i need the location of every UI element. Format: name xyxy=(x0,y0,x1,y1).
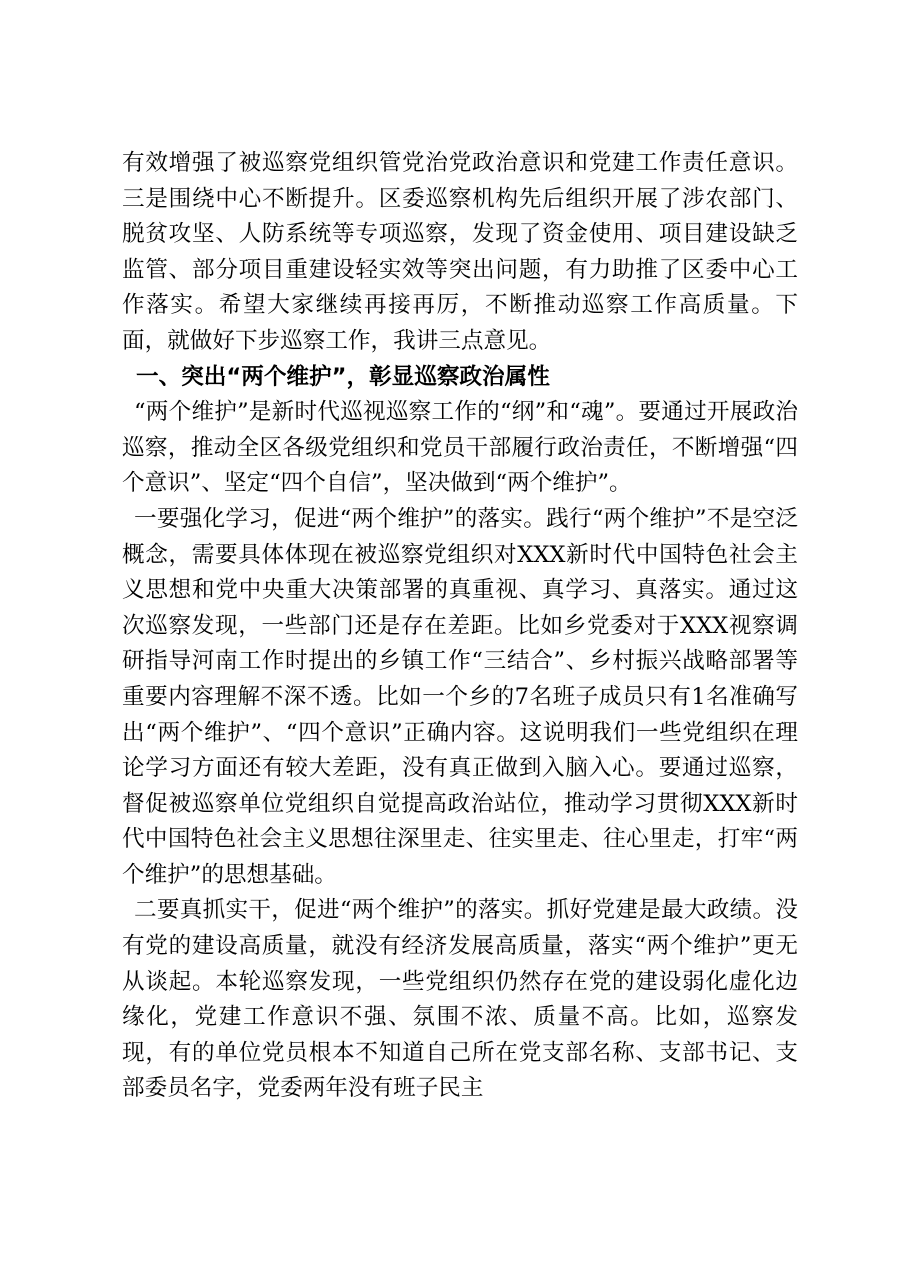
document-page xyxy=(122,146,798,1107)
paragraph-two-maintenance: “两个维护”是新时代巡视巡察工作的“纲”和“魂”。要通过开展政治巡察，推动全区各级党组织和党员干部履行政治责任，不断增强“四个意识”、坚定“四个自信”，坚决做到“两个维护”。 xyxy=(122,399,798,497)
section-heading-1: 一、突出“两个维护”，彰显巡察政治属性 xyxy=(136,363,550,390)
paragraph-intro: 有效增强了被巡察党组织管党治党政治意识和党建工作责任意识。三是围绕中心不断提升。区委巡察机构先后组织开展了涉农部门、脱贫攻坚、人防系统等专项巡察，发现了资金使用、项目建设缺乏监管、部分项目重建设轻实效等突出问题，有力助推了区委中心工作落实。希望大家继续再接再厉，不断推动巡察工作高质量。下面，就做好下步巡察工作，我讲三点意见。 xyxy=(122,150,798,354)
paragraph-strengthen-study: 一要强化学习，促进“两个维护”的落实。践行“两个维护”不是空泛概念，需要具体体现在被巡察党组织对XXX新时代中国特色社会主义思想和党中央重大决策部署的真重视、真学习、真落实。通过这次巡察发现，一些部门还是存在差距。比如乡党委对于XXX视察调研指导河南工作时提出的乡镇工作“三结合”、乡村振兴战略部署等重要内容理解不深不透。比如一个乡的7名班子成员只有1名准确写出“两个维护”、“四个意识”正确内容。这说明我们一些党组织在理论学习方面还有较大差距，没有真正做到入脑入心。要通过巡察，督促被巡察单位党组织自觉提高政治站位，推动学习贯彻XXX新时代中国特色社会主义思想往深里走、往实里走、往心里走，打牢“两个维护”的思想基础。 xyxy=(122,505,798,888)
paragraph-practical-work: 二要真抓实干，促进“两个维护”的落实。抓好党建是最大政绩。没有党的建设高质量，就没有经济发展高质量，落实“两个维护”更无从谈起。本轮巡察发现，一些党组织仍然存在党的建设弱化虚化边缘化，党建工作意识不强、氛围不浓、质量不高。比如，巡察发现，有的单位党员根本不知道自己所在党支部名称、支部书记、支部委员名字，党委两年没有班子民主 xyxy=(122,897,798,1102)
